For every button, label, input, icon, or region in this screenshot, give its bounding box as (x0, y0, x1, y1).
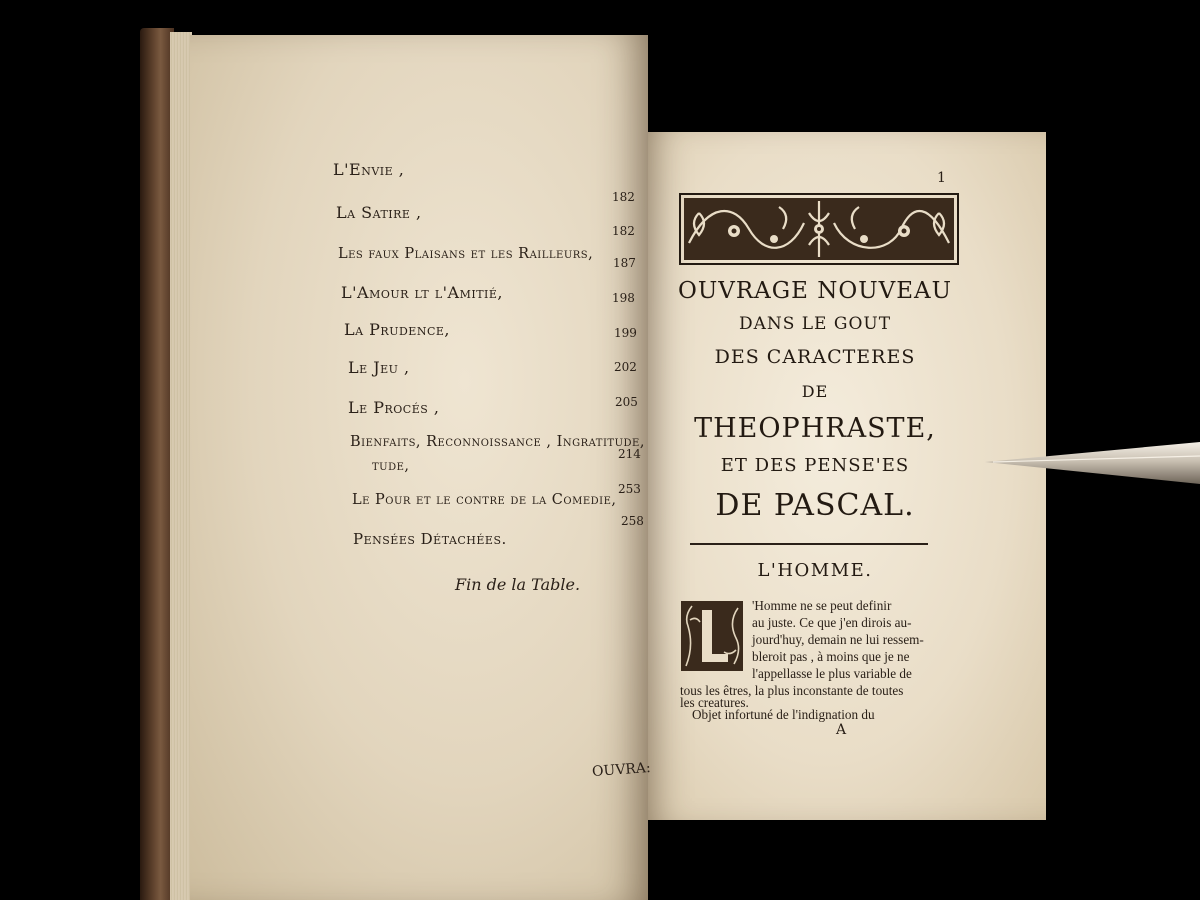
body-line-4: bleroit pas , à moins que je ne (752, 649, 910, 664)
title-line-4: DE (801, 382, 829, 401)
toc-page-plaisans: 187 (613, 256, 636, 270)
title-line-2: DANS LE GOUT (738, 314, 892, 334)
toc-entry-envie: L'Envie , (333, 160, 405, 179)
body-line-3: jourd'huy, demain ne lui ressem- (752, 632, 924, 647)
end-of-table: Fin de la Table. (455, 575, 581, 594)
book-spine (140, 28, 174, 900)
toc-entry-proces: Le Procés , (348, 398, 440, 417)
toc-page-pensees: 258 (621, 514, 644, 528)
body-line-1: 'Homme ne se peut definir (752, 598, 892, 613)
dropcap-l-icon (680, 600, 744, 672)
toc-entry-bienfaits-line2: tude, (372, 458, 410, 474)
toc-entry-comedie: Le Pour et le contre de la Comedie, (352, 492, 617, 508)
toc-page-satire: 182 (612, 224, 635, 238)
title-line-6: ET DES PENSE'ES (720, 455, 910, 476)
toc-page-envie: 182 (612, 190, 635, 204)
toc-page-proces: 205 (615, 395, 638, 409)
toc-entry-satire: La Satire , (336, 203, 422, 222)
toc-page-prudence: 199 (614, 326, 637, 340)
body-line-7: les creatures. (680, 695, 749, 710)
page-edges (170, 32, 192, 900)
divider-rule (690, 543, 928, 545)
toc-entry-plaisans: Les faux Plaisans et les Railleurs, (338, 246, 594, 262)
page-number: 1 (937, 170, 946, 186)
toc-page-jeu: 202 (614, 360, 637, 374)
title-line-3: DES CARACTERES (714, 346, 916, 368)
toc-entry-pensees: Pensées Détachées. (353, 530, 507, 548)
floral-ornament-icon (679, 193, 959, 265)
toc-entry-jeu: Le Jeu , (348, 358, 410, 377)
signature-mark: A (836, 722, 847, 738)
title-line-1: OUVRAGE NOUVEAU (677, 278, 952, 304)
left-page (190, 35, 648, 900)
chapter-heading: L'HOMME. (757, 560, 873, 581)
catchword: OUVRA: (591, 759, 652, 781)
toc-entry-amour: L'Amour lt l'Amitié, (341, 283, 503, 302)
toc-entry-bienfaits: Bienfaits, Reconnoissance , Ingratitude, (350, 434, 645, 450)
toc-page-comedie: 253 (618, 482, 641, 496)
body-line-6: tous les êtres, la plus inconstante de toutes (680, 683, 904, 698)
toc-page-bienfaits: 214 (618, 447, 641, 461)
toc-page-amour: 198 (612, 291, 635, 305)
title-line-7: DE PASCAL. (715, 488, 915, 523)
title-line-5: THEOPHRASTE, (694, 413, 936, 444)
body-line-8: Objet infortuné de l'indignation du (692, 707, 875, 722)
body-line-2: au juste. Ce que j'en dirois au- (752, 615, 912, 630)
knife-blade-icon (985, 436, 1200, 490)
body-line-5: l'appellasse le plus variable de (752, 666, 912, 681)
toc-entry-prudence: La Prudence, (344, 320, 450, 339)
